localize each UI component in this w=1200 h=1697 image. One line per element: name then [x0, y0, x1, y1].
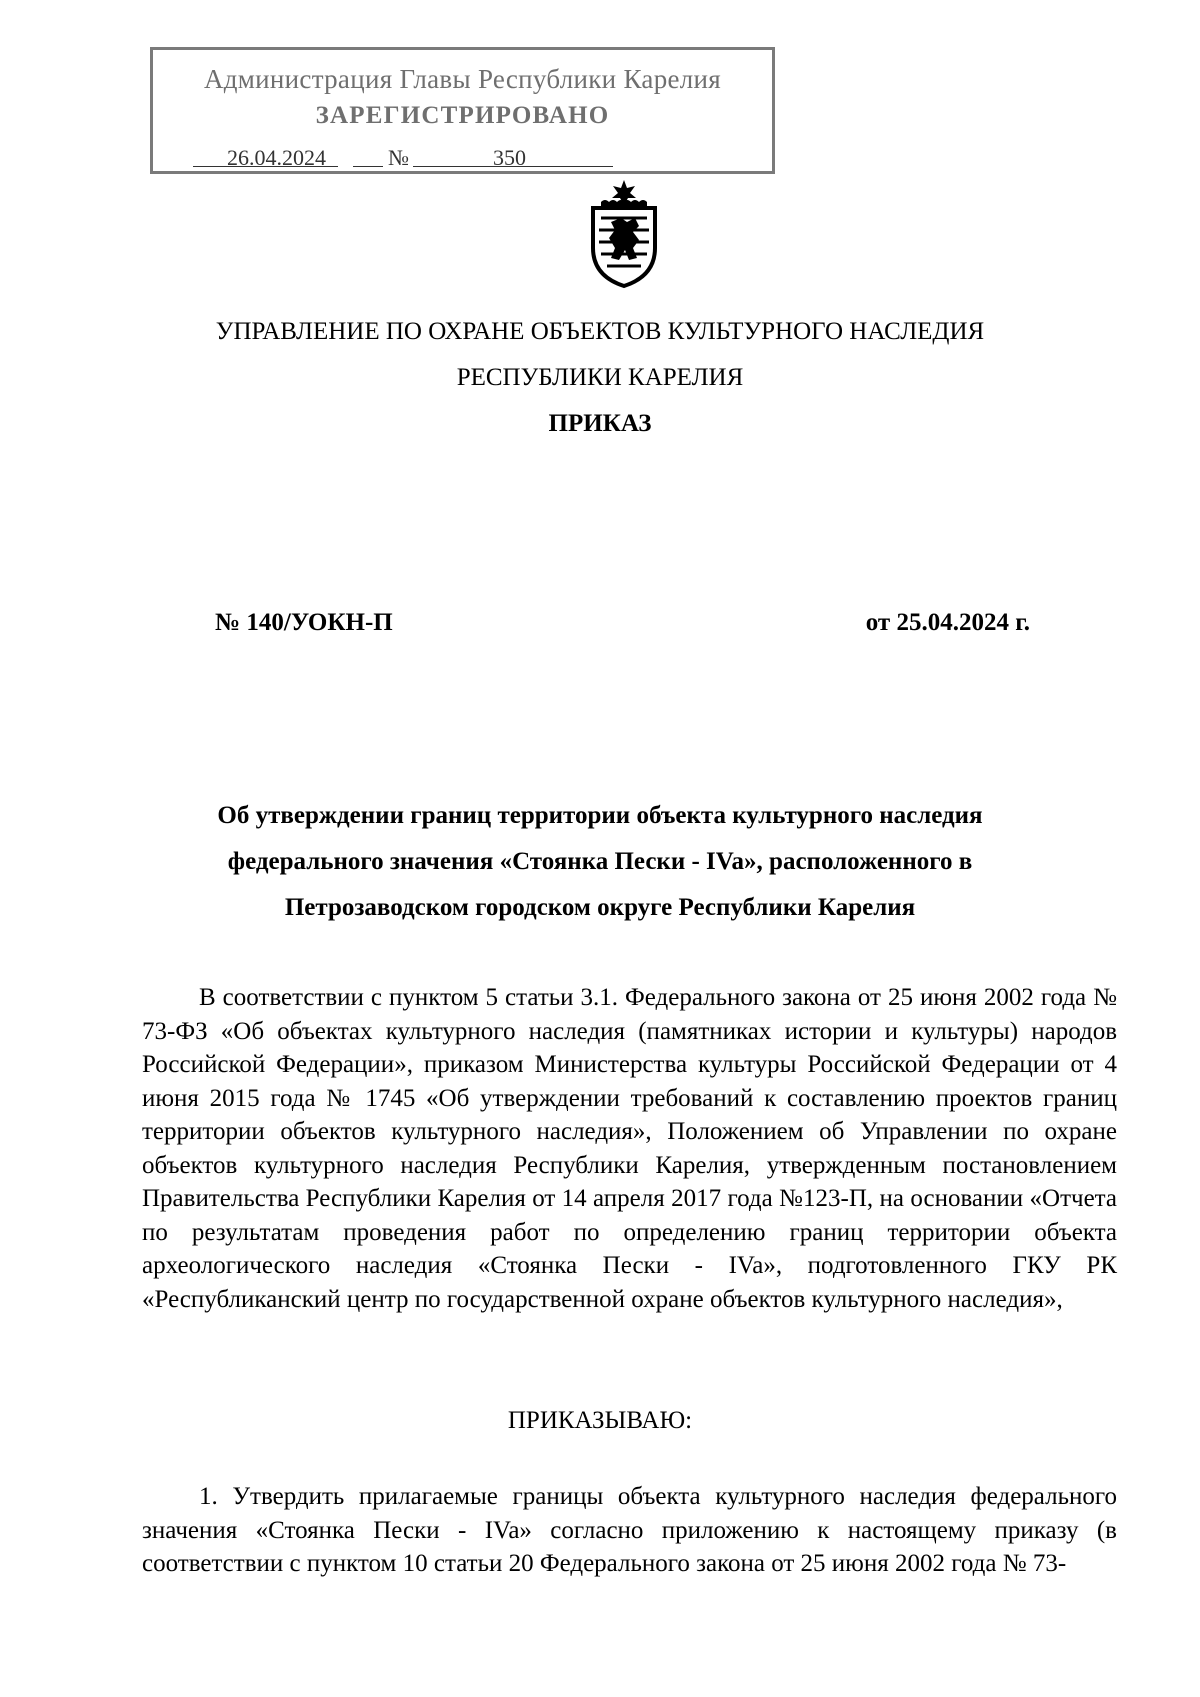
document-type: ПРИКАЗ: [548, 410, 652, 437]
order-item-1: 1. Утвердить прилагаемые границы объекта культурного наследия федерального значения «Стоянка Пески - IVa» согласно приложению к настоящему приказу (в соответствии с пунктом 10 статьи 20 Федерального закона от 25 июня 2002 года № 73-: [142, 1483, 1117, 1577]
order-number: № 140/УОКН-П: [215, 609, 393, 636]
stamp-number: 350: [493, 145, 526, 170]
stamp-date: 26.04.2024: [227, 145, 326, 170]
stamp-number-sign: №: [388, 145, 409, 170]
karelia-coat-of-arms-icon: [583, 178, 665, 290]
organization-region: РЕСПУБЛИКИ КАРЕЛИЯ: [456, 364, 744, 391]
stamp-status: ЗАРЕГИСТРИРОВАНО: [315, 102, 610, 129]
decree-heading: ПРИКАЗЫВАЮ:: [507, 1407, 693, 1434]
order-date: от 25.04.2024 г.: [865, 609, 1030, 636]
document-title: Об утверждении границ территории объекта культурного наследия федерального значения «Стоянка Пески - IVa», расположенного в Петрозаводском городском округе Республики Карелия: [217, 802, 983, 921]
preamble-paragraph: В соответствии с пунктом 5 статьи 3.1. Федерального закона от 25 июня 2002 года № 73-ФЗ «Об объектах культурного наследия (памятниках истории и культуры) народов Российской Федерации», приказом Министерства культуры Российской Федерации от 4 июня 2015 года № 1745 «Об утверждении требований к составлению проектов границ территории объектов культурного наследия», Положением об Управлении по охране объектов культурного наследия Республики Карелия, утвержденным постановлением Правительства Республики Карелия от 14 апреля 2017 года №123-П, на основании «Отчета по результатам проведения работ по определению границ территории объекта археологического наследия «Стоянка Пески - IVa», подготовленного ГКУ РК «Республиканский центр по государственной охране объектов культурного наследия»,: [142, 984, 1117, 1313]
organization-name: УПРАВЛЕНИЕ ПО ОХРАНЕ ОБЪЕКТОВ КУЛЬТУРНОГО НАСЛЕДИЯ: [215, 318, 985, 345]
stamp-registration-line: [193, 145, 613, 171]
registration-stamp: [150, 47, 775, 174]
stamp-authority: Администрация Главы Республики Карелия: [203, 64, 722, 94]
